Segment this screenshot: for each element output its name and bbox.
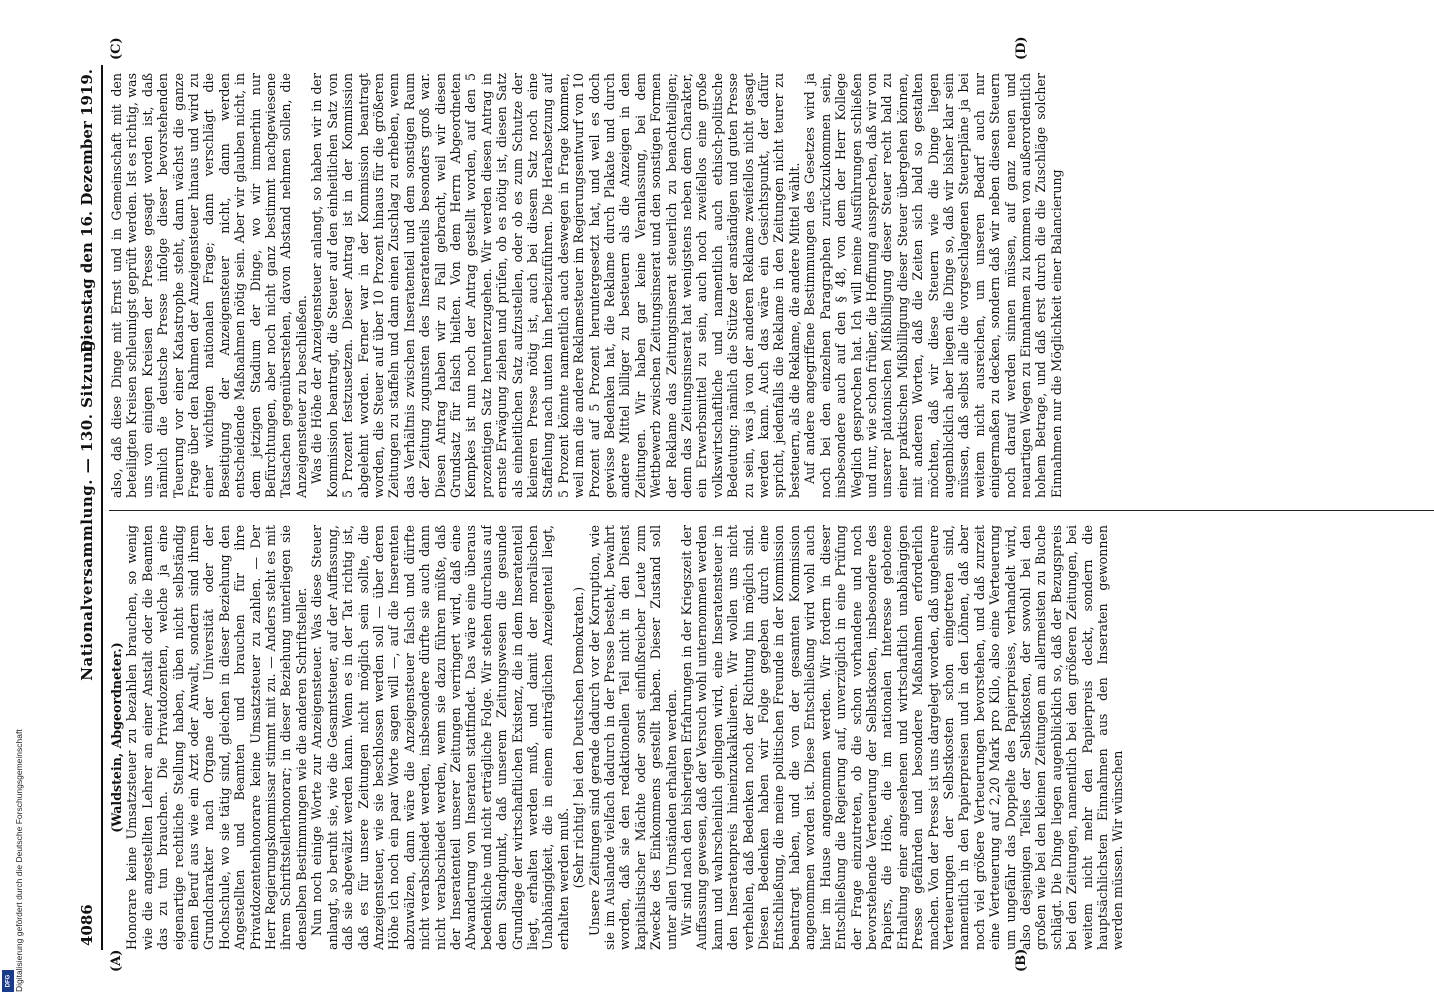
dfg-logo-text: DFG (5, 974, 12, 988)
paragraph: Auf andere angegriffene Bestimmungen des Gesetzes wird ja noch bei den einzelnen Paragraphen zurückzukommen sein, insbesondere auch auf den § 48, von dem der Herr Kollege Weglich gesprochen hat. Ich will meine Ausführungen schließen und nur, wie schon früher, die Hoffnung aussprechen, daß wir von unserer platonischen Mißbilligung dieser Steuer recht bald zu einer praktischen Mißbilligung dieser Steuer übergehen können, mit anderen Worten, daß die Zeiten sich bald so gestalten möchten, daß wir diese Steuern wie die Dinge liegen augenblicklich aber liegen die Dinge so, daß wir bisher klar sein müssen, daß selbst alle die vorgeschlagenen Steuerpläne ja bei weitem nicht ausreichen, um unseren Bedarf auch nur einigermaßen zu decken, sondern daß wir neben diesen Steuern noch darauf werden sinnen müssen, auf ganz neuen und neuartigen Wegen zu Einnahmen zu kommen von außerordentlich hohem Betrage, und daß erst durch die die Zuschläge solcher Einnahmen nur die Möglichkeit einer Balancierung (802, 73, 1064, 498)
paragraph: Honorare keine Umsatzsteuer zu bezahlen brauchen, so wenig wie die angestellten Lehrer an einer Anstalt oder die Beamten das zu tun brauchen. Die Privatdozenten, welche ja eine eigenartige rechtliche Stellung haben, üben nicht selbständig einen Beruf aus wie ein Arzt oder Anwalt, sondern sind ihrem Grundcharakter nach Organe der Universität oder der Hochschule, wo sie tätig sind, gleichen in dieser Beziehung den Angestellten und Beamten und brauchen für ihre Privatdozentenhonorare keine Umsatzsteuer zu zahlen. — Der Herr Regierungskommissar stimmt mit zu. — Anders steht es mit ihrem Schriftstellerhonorar; in dieser Beziehung unterliegen sie denselben Bestimmungen wie die anderen Schriftsteller. (124, 525, 309, 950)
text-columns (109, 36, 1434, 972)
right-column (109, 73, 1434, 498)
left-column (109, 525, 1434, 950)
page-number: 4086 (78, 904, 96, 946)
margin-marker-d: (D) (1014, 36, 1029, 60)
margin-marker-b: (B) (1014, 948, 1029, 972)
session-title: Nationalversammlung. — 130. Sitzung. (78, 334, 96, 681)
column-divider (109, 510, 1434, 511)
page-header (75, 65, 103, 950)
paragraph: Wir sind nach den bisherigen Erfahrungen in der Kriegszeit der Auffassung gewesen, daß der Versuch wohl unternommen werden kann und wahrscheinlich gelingen wird, eine Inseratensteuer in den Inseratenpreis hineinzukalkulieren. Wir wollen uns nicht verhehlen, daß Bedenken noch der Richtung hin möglich sind. Diesen Bedenken haben wir Folge gegeben durch eine Entschließung, die meine politischen Freunde in der Kommission beantragt haben, und die von der gesamten Kommission angenommen worden ist. Diese Entschließung wird wohl auch hier im Hause angenommen werden. Wir fordern in dieser Entschließung die Regierung auf, unverzüglich in eine Prüfung der Frage einzutreten, ob die schon vorhandene und noch bevorstehende Verteuerung der Selbstkosten, insbesondere des Papiers, die Höhe, die im nationalen Interesse gebotene Erhaltung einer angesehenen und wirtschaftlich unabhängigen Presse gefährden und besondere Maßnahmen erforderlich machen. Von der Presse ist uns dargelegt worden, daß ungeheure Verteuerungen der Selbstkosten schon eingetreten sind, namentlich in den Papierpreisen und in den Löhnen, daß aber noch viel größere Verteuerungen bevorstehen, und daß zurzeit eine Verteuerung auf 2,20 Mark pro Kilo, also eine Verteuerung um ungefähr das Doppelte des Papierpreises, verhandelt wird, also desjenigen Teiles der Selbstkosten, der sowohl bei den großen wie bei den kleinen Zeitungen am allermeisten zu Buche schlägt. Die Dinge liegen augenblicklich so, daß der Bezugspreis bei den Zeitungen, namentlich bei den größeren Zeitungen, bei weitem nicht mehr den Papierpreis deckt, sondern die hauptsächlichsten Einnahmen aus den Inseraten gewonnen werden müssen. Wir wünschen (679, 525, 1126, 950)
scanned-page (75, 36, 1434, 972)
margin-marker-a: (A) (109, 949, 124, 972)
margin-marker-c: (C) (109, 37, 124, 60)
interjection: (Sehr richtig! bei den Deutschen Demokraten.) (571, 586, 587, 889)
credit-strip (0, 0, 24, 1000)
speaker-line: (Waldstein, Abgeordneter.) (109, 642, 124, 833)
paragraph: also, daß diese Dinge mit Ernst und in Gemeinschaft mit den beteiligten Kreisen schleunigst geprüft werden. Ist es richtig, was uns von einigen Kreisen der Presse gesagt worden ist, daß nämlich die deutsche Presse infolge dieser bevorstehenden Teuerung vor einer Katastrophe steht, dann wächst die ganze Frage über den Rahmen der Anzeigensteuer hinaus und wird zu einer wichtigen nationalen Frage; dann verschlägt die Beseitigung der Anzeigensteuer nicht, dann werden entscheidende Maßnahmen nötig sein. Aber wir glauben nicht, in dem jetzigen Stadium der Dinge, wo wir immerhin nur Befürchtungen, aber noch nicht ganz bestimmt nachgewiesene Tatsachen gegenüberstehen, davon Abstand nehmen sollen, die Anzeigensteuer zu beschließen. (109, 73, 309, 498)
digitization-credit: Digitalisierung gefördert durch die Deutsche Forschungsgemeinschaft (14, 729, 24, 992)
paragraph: Was die Höhe der Anzeigensteuer anlangt, so haben wir in der Kommission beantragt, die Steuer auf den einheitlichen Satz von 5 Prozent festzusetzen. Dieser Antrag ist in der Kommission abgelehnt worden. Ferner war in der Kommission beantragt worden, die Steuer auf über 10 Prozent hinaus für die größeren Zeitungen zu staffeln und dann einen Zuschlag zu erheben, wenn das Verhältnis zwischen Inseratenteil und dem sonstigen Raum der Zeitung zugunsten des Inseratenteils besonders groß war. Diesen Antrag haben wir zu Fall gebracht, weil wir diesen Grundsatz für falsch hielten. Von dem Herrn Abgeordneten Kempkes ist nun noch der Antrag gestellt worden, auf den 5 prozentigen Satz herunterzugehen. Wir werden diesen Antrag in ernste Erwägung ziehen und prüfen, ob es nötig ist, diesen Satz als einheitlichen Satz aufzustellen, oder ob es zum Schutze der kleineren Presse nötig ist, auch bei diesem Satz noch eine Staffelung nach unten hin herbeizuführen. Die Herabsetzung auf 5 Prozent könnte namentlich auch deswegen in Frage kommen, weil man die andere Reklamesteuer im Regierungsentwurf von 10 Prozent auf 5 Prozent heruntergesetzt hat, und weil es doch gewisse Bedenken hat, die Reklame durch Plakate und durch andere Mittel billiger zu besteuern als die Anzeigen in den Zeitungen. Wir haben gar keine Veranlassung, bei dem Wettbewerb zwischen Zeitungsinserat und den sonstigen Formen der Reklame das Zeitungsinserat steuerlich zu benachteiligen; denn das Zeitungsinserat hat wenigstens neben dem Charakter, ein Erwerbsmittel zu sein, auch noch zweifellos eine große volkswirtschaftliche und namentlich auch ethisch-politische Bedeutung: nämlich die Stütze der anständigen und guten Presse zu sein, was ja von der anderen Reklame zweifellos nicht gesagt werden kann. Auch das wäre ein Gesichtspunkt, der dafür spricht, jedenfalls die Reklame in den Zeitungen nicht teurer zu besteuern, als die Reklame, die andere Mittel wählt. (309, 73, 802, 498)
paragraph: Nun noch einige Worte zur Anzeigensteuer. Was diese Steuer anlangt, so beruht sie, wie die Gesamtsteuer, auf der Auffassung, daß sie abgewälzt werden kann. Wenn es in der Tat richtig ist, daß es für unsere Zeitungen nicht möglich sein sollte, die Anzeigensteuer, wie sie beschlossen werden soll — über deren Höhe ich noch ein paar Worte sagen will —, auf die Inserenten abzuwälzen, dann wäre die Anzeigensteuer falsch und dürfte nicht verabschiedet werden, insbesondere dürfte sie auch dann nicht verabschiedet werden, wenn sie dazu führen müßte, daß der Inseratenteil unserer Zeitungen verringert wird, daß eine Abwanderung von Inseraten stattfindet. Das wäre eine überaus bedenkliche und nicht erträgliche Folge. Wir stehen durchaus auf dem Standpunkt, daß unserem Zeitungswesen die gesunde Grundlage der wirtschaftlichen Existenz, die in dem Inseratenteil liegt, erhalten werden muß, und damit der moralischen Unabhängigkeit, die in einem einträglichen Anzeigenteil liegt, erhalten werden muß. (309, 525, 571, 950)
dfg-logo (2, 970, 14, 992)
session-date: Dienstag den 16. Dezember 1919. (78, 69, 96, 354)
paragraph: Unsere Zeitungen sind gerade dadurch vor der Korruption, wie sie im Auslande vielfach dadurch in der Presse besteht, bewahrt worden, daß sie den redaktionellen Teil nicht in den Dienst kapitalistischer Mächte oder sonst einflußreicher Leute zum Zwecke des Einkommens gestellt haben. Dieser Zustand soll unter allen Umständen erhalten werden. (586, 525, 679, 950)
